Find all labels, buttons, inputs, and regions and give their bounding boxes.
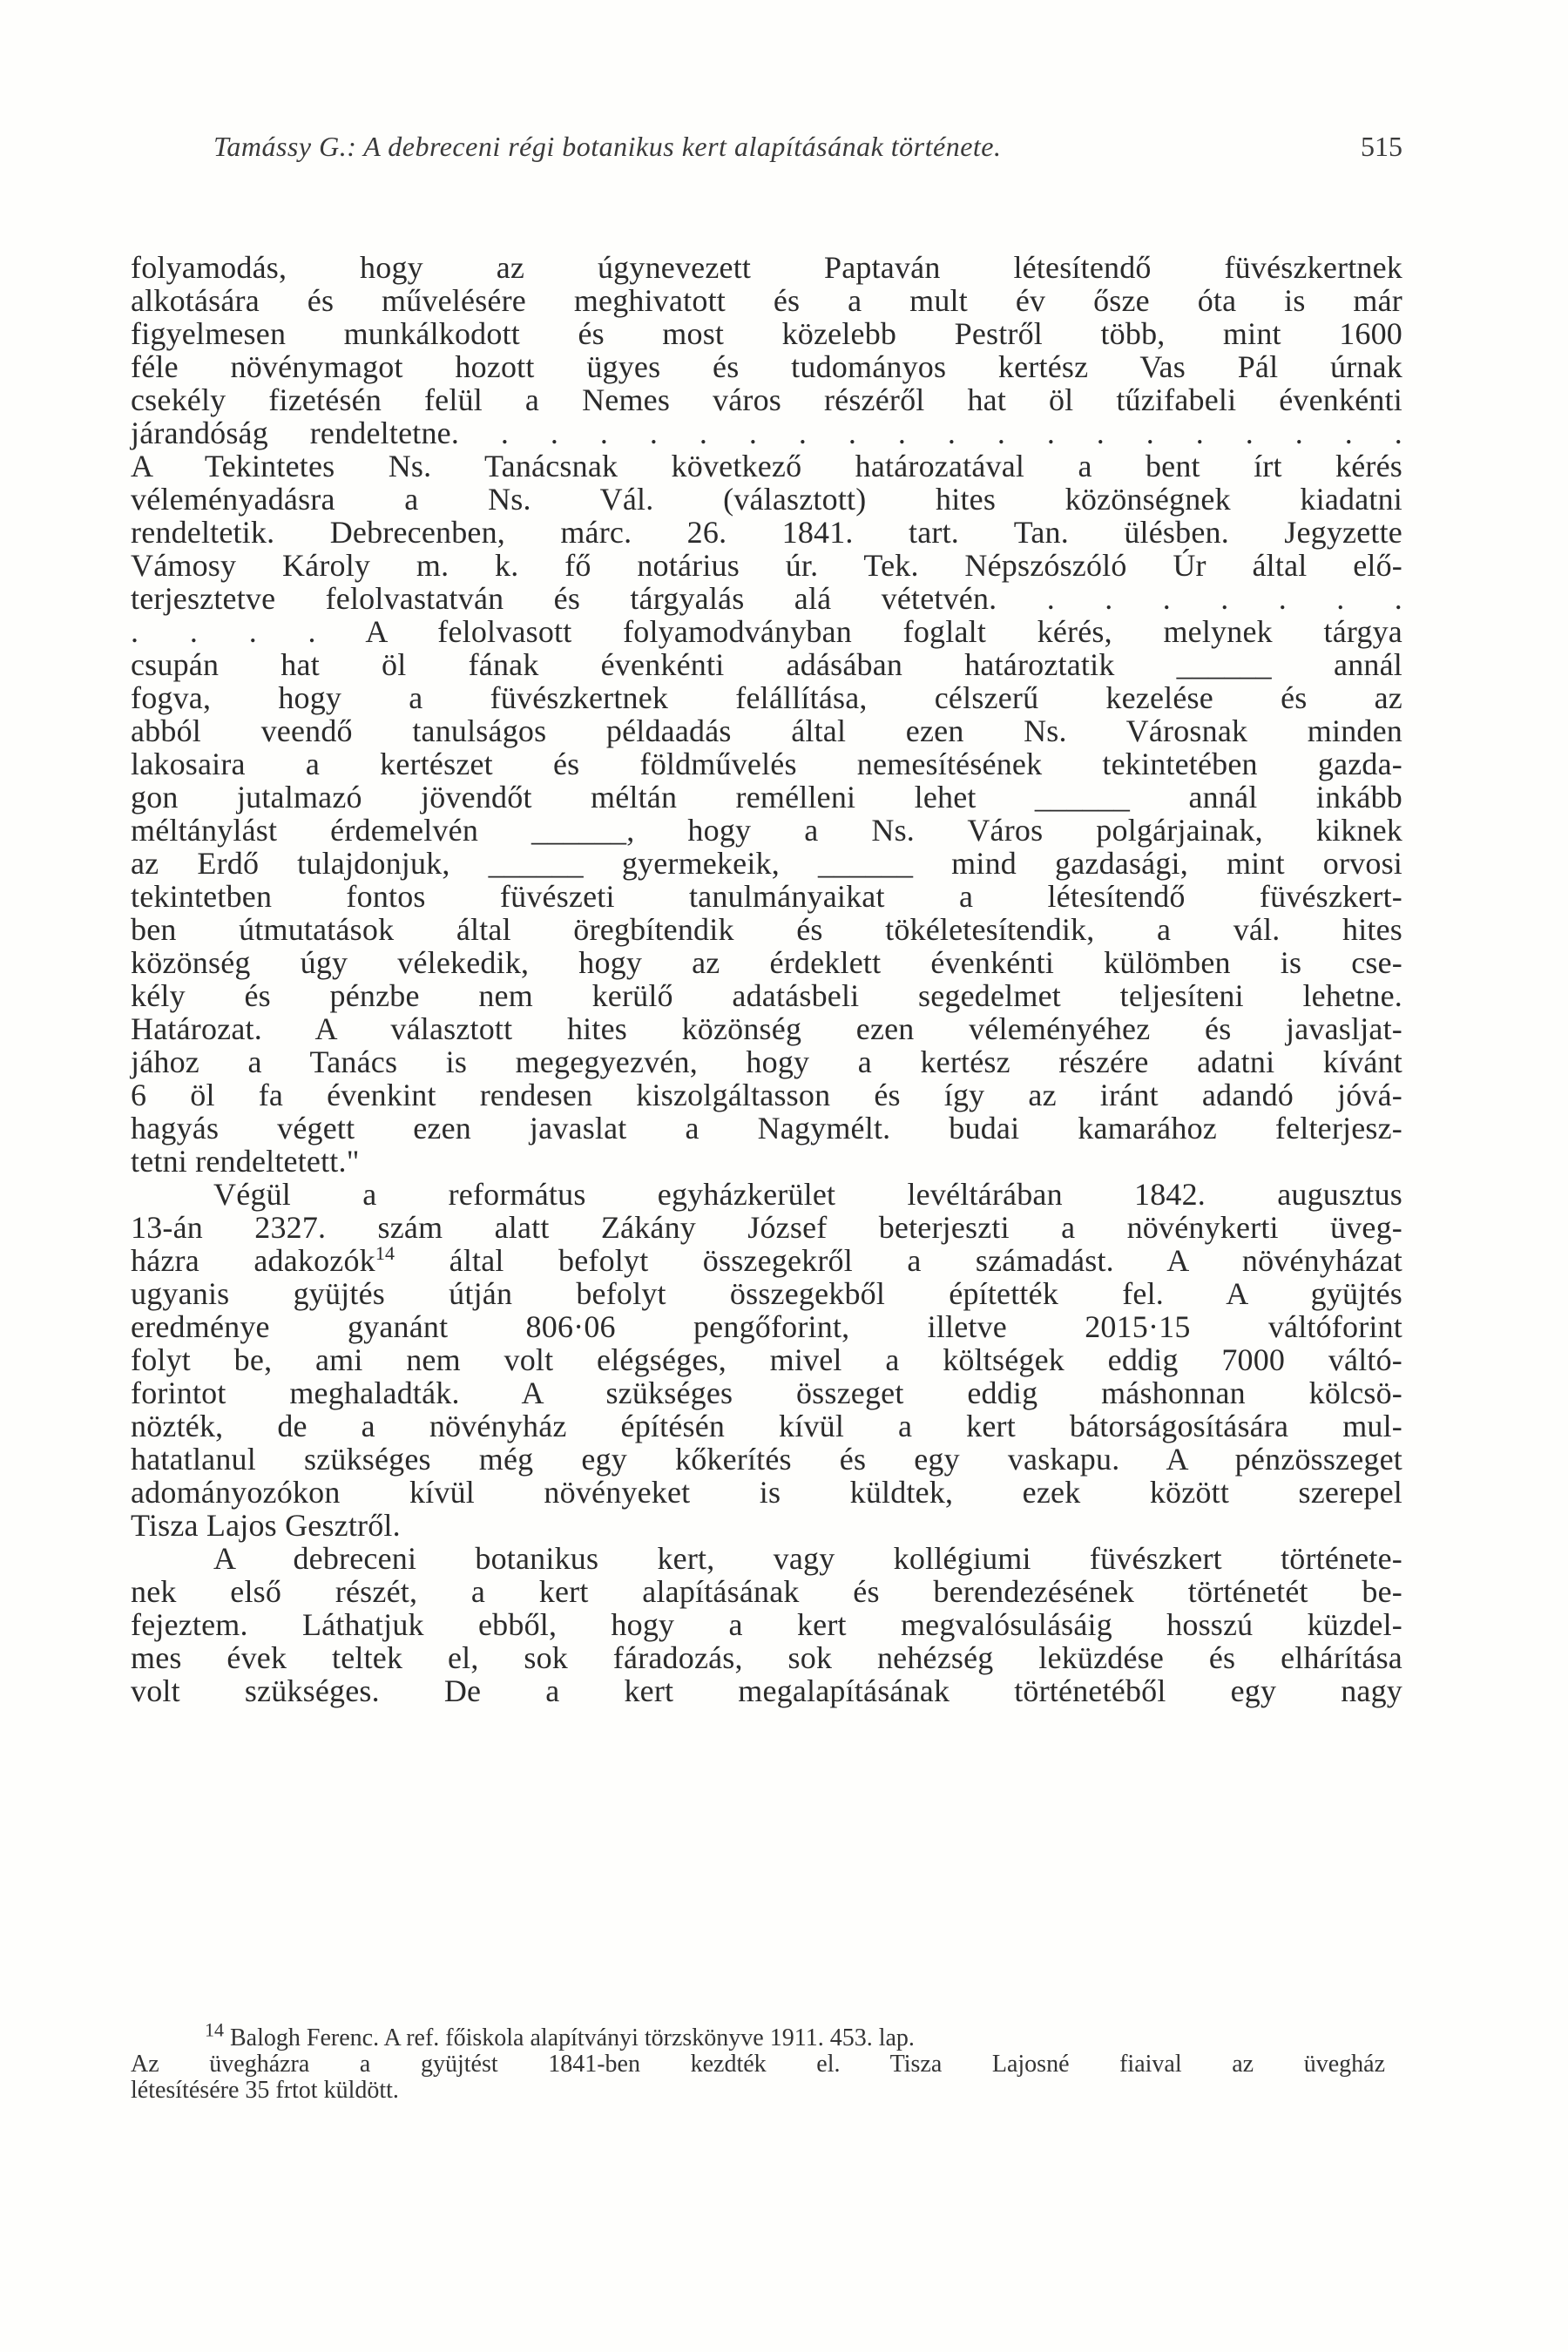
text-line: A Tekintetes Ns. Tanácsnak következő határozatával a bent írt kérés xyxy=(131,449,1402,483)
text-line: tekintetben fontos füvészeti tanulmányaikat a létesítendő füvészkert- xyxy=(131,879,1402,914)
text-line: véleményadásra a Ns. Vál. (választott) hites közönségnek kiadatni xyxy=(131,482,1402,517)
text-line: Tisza Lajos Gesztről. xyxy=(131,1508,401,1543)
text-line: közönség úgy vélekedik, hogy az érdeklett évenkénti külömben is cse- xyxy=(131,945,1402,980)
text-line: csekély fizetésén felül a Nemes város részéről hat öl tűzifabeli évenkénti xyxy=(131,382,1402,417)
text-line: nözték, de a növényház építésén kívül a kert bátorságosítására mul- xyxy=(131,1409,1402,1443)
text-line: féle növénymagot hozott ügyes és tudományos kertész Vas Pál úrnak xyxy=(131,349,1402,384)
text-line: . . . . A felolvasott folyamodványban foglalt kérés, melynek tárgya xyxy=(131,614,1402,649)
text-line: adományozókon kívül növényeket is küldtek, ezek között szerepel xyxy=(131,1475,1402,1510)
text-line: forintot meghaladták. A szükséges összeget eddig máshonnan kölcsö- xyxy=(131,1375,1402,1410)
footnote-line: létesítésére 35 frtot küldött. xyxy=(131,2077,399,2104)
text-line: alkotására és művelésére meghivatott és a mult év ősze óta is már xyxy=(131,283,1402,318)
footnote-line: Az üvegházra a gyüjtést 1841-ben kezdték el. Tisza Lajosné fiaival az üvegház xyxy=(131,2051,1385,2078)
text-line: gon jutalmazó jövendőt méltán remélleni lehet ______ annál inkább xyxy=(131,780,1402,814)
text-line: jához a Tanács is megegyezvén, hogy a kertész részére adatni kívánt xyxy=(131,1044,1402,1079)
running-title: Tamássy G.: A debreceni régi botanikus kert alapításának története. xyxy=(213,131,1002,162)
text-line: Végül a református egyházkerület levéltárában 1842. augusztus xyxy=(213,1177,1402,1212)
text-line: eredménye gyanánt 806·06 pengőforint, illetve 2015·15 váltóforint xyxy=(131,1309,1402,1344)
text-line: mes évek teltek el, sok fáradozás, sok nehézség leküzdése és elhárítása xyxy=(131,1640,1402,1675)
text-line: nek első részét, a kert alapításának és berendezésének történetét be- xyxy=(131,1574,1402,1609)
text-line: figyelmesen munkálkodott és most közelebb Pestről több, mint 1600 xyxy=(131,316,1402,351)
footnote-line xyxy=(131,2018,1385,2051)
running-head xyxy=(131,131,1402,166)
footnote xyxy=(131,2018,1385,2104)
text-line: ugyanis gyüjtés útján befolyt összegekből építették fel. A gyüjtés xyxy=(131,1276,1402,1311)
page-number: 515 xyxy=(1361,131,1402,162)
text-line: 13-án 2327. szám alatt Zákány József beterjeszti a növénykerti üveg- xyxy=(131,1210,1402,1245)
text-line: terjesztetve felolvastatván és tárgyalás alá vétetvén. . . . . . . . xyxy=(131,581,1402,616)
text-fragment: házra adakozók xyxy=(131,1243,375,1278)
text-line: Határozat. A választott hites közönség ezen véleményéhez és javasljat- xyxy=(131,1011,1402,1046)
text-line-with-footnote xyxy=(131,1244,1402,1277)
text-line: kély és pénzbe nem kerülő adatásbeli segedelmet teljesíteni lehetne. xyxy=(131,978,1402,1013)
body-text xyxy=(131,251,1402,1707)
text-line: fogva, hogy a füvészkertnek felállítása, célszerű kezelése és az xyxy=(131,680,1402,715)
text-line: A debreceni botanikus kert, vagy kollégiumi füvészkert története- xyxy=(213,1541,1402,1576)
text-line: abból veendő tanulságos példaadás által ezen Ns. Városnak minden xyxy=(131,713,1402,748)
footnote-marker: 14 xyxy=(205,2018,224,2041)
text-line: Vámosy Károly m. k. fő notárius úr. Tek. Népszószóló Úr által elő- xyxy=(131,548,1402,583)
text-line: méltánylást érdemelvén ______, hogy a Ns. Város polgárjainak, kiknek xyxy=(131,813,1402,848)
text-line: járandóság rendeltetne. . . . . . . . . . . . . . . . . . . . xyxy=(131,416,1402,450)
footnote-text: Balogh Ferenc. A ref. főiskola alapítványi törzskönyve 1911. 453. lap. xyxy=(230,2024,915,2051)
text-line: fejeztem. Láthatjuk ebből, hogy a kert megvalósulásáig hosszú küzdel- xyxy=(131,1607,1402,1642)
text-fragment: által befolyt összegekről a számadást. A növényházat xyxy=(449,1243,1402,1278)
text-line: folyt be, ami nem volt elégséges, mivel a költségek eddig 7000 váltó- xyxy=(131,1342,1402,1377)
text-line: hatatlanul szükséges még egy kőkerítés és egy vaskapu. A pénzösszeget xyxy=(131,1442,1402,1477)
text-line: rendeltetik. Debrecenben, márc. 26. 1841. tart. Tan. ülésben. Jegyzette xyxy=(131,515,1402,550)
text-line: 6 öl fa évenkint rendesen kiszolgáltasson és így az iránt adandó jóvá- xyxy=(131,1078,1402,1112)
text-line: tetni rendeltetett." xyxy=(131,1144,360,1179)
text-line: ben útmutatások által öregbítendik és tökéletesítendik, a vál. hites xyxy=(131,912,1402,947)
text-line: csupán hat öl fának évenkénti adásában határoztatik ______ annál xyxy=(131,647,1402,682)
text-line: az Erdő tulajdonjuk, ______ gyermekeik, ______ mind gazdasági, mint orvosi xyxy=(131,846,1402,881)
text-line: hagyás végett ezen javaslat a Nagymélt. budai kamarához felterjesz- xyxy=(131,1111,1402,1146)
text-line: lakosaira a kertészet és földművelés nemesítésének tekintetében gazda- xyxy=(131,747,1402,781)
text-line: volt szükséges. De a kert megalapításának történetéből egy nagy xyxy=(131,1673,1402,1708)
footnote-reference[interactable]: 14 xyxy=(375,1242,395,1264)
text-line: folyamodás, hogy az úgynevezett Paptaván létesítendő füvészkertnek xyxy=(131,250,1402,285)
